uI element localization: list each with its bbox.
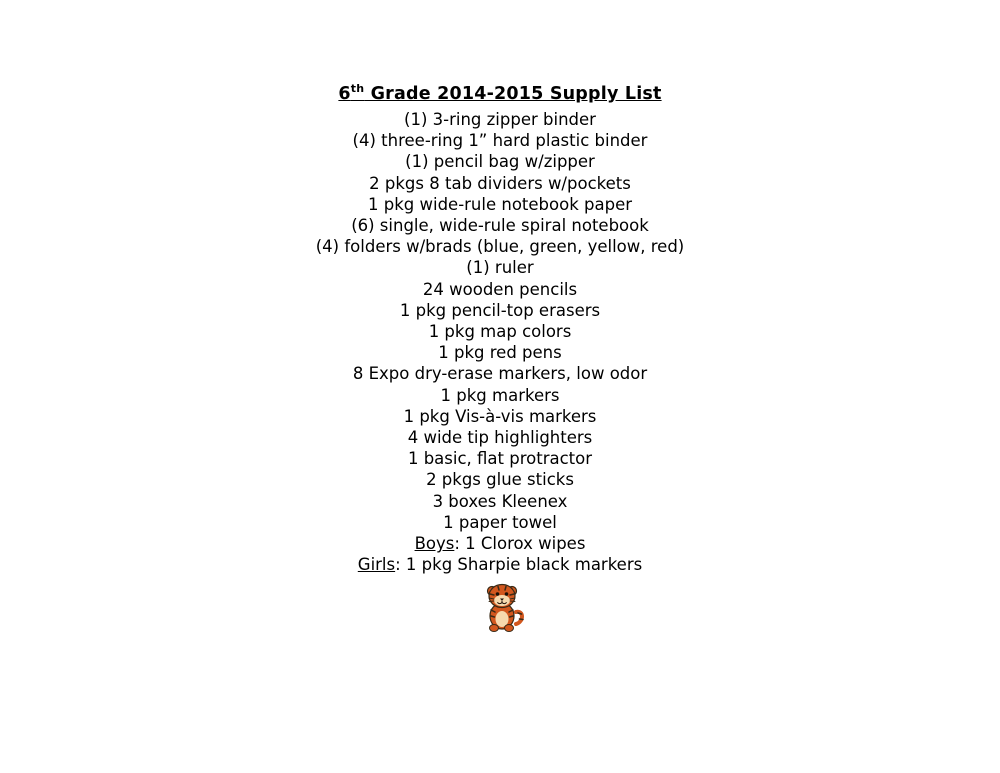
list-item-boys [0,533,1000,554]
tiger-mascot-image [478,578,526,638]
girls-label: Girls [357,555,396,575]
list-item: (1) ruler [466,258,534,278]
list-item: 2 pkgs glue sticks [426,470,574,490]
boys-text: : 1 Clorox wipes [454,534,586,554]
list-item: 24 wooden pencils [422,279,578,299]
page-title [0,84,1000,105]
title-rest: Grade 2014-2015 Supply List [364,84,662,104]
list-item: 3 boxes Kleenex [432,491,568,511]
list-item: 1 pkg markers [440,385,560,405]
list-item: 1 pkg wide-rule notebook paper [368,194,632,214]
girls-text: : 1 pkg Sharpie black markers [395,555,643,575]
list-item: 1 pkg pencil-top erasers [399,300,601,320]
list-item: 1 pkg map colors [428,322,572,342]
list-item-girls [0,554,1000,575]
list-item: 1 paper towel [443,512,557,532]
list-item: (6) single, wide-rule spiral notebook [351,216,649,236]
list-item: 1 basic, flat protractor [407,449,593,469]
boys-label: Boys [414,534,455,554]
supply-list-document [0,84,1000,575]
title-prefix: 6 [338,84,351,104]
list-item: (4) three-ring 1” hard plastic binder [352,131,648,151]
list-item: (4) folders w/brads (blue, green, yellow, red) [315,237,685,257]
list-item: 1 pkg red pens [438,343,562,363]
supply-list [0,109,1000,575]
list-item: 1 pkg Vis-à-vis markers [403,406,597,426]
list-item: 2 pkgs 8 tab dividers w/pockets [369,173,631,193]
list-item: (1) pencil bag w/zipper [405,152,595,172]
title-superscript: th [350,82,365,96]
list-item: 8 Expo dry-erase markers, low odor [352,364,648,384]
list-item: 4 wide tip highlighters [407,428,593,448]
list-item: (1) 3-ring zipper binder [404,110,596,129]
